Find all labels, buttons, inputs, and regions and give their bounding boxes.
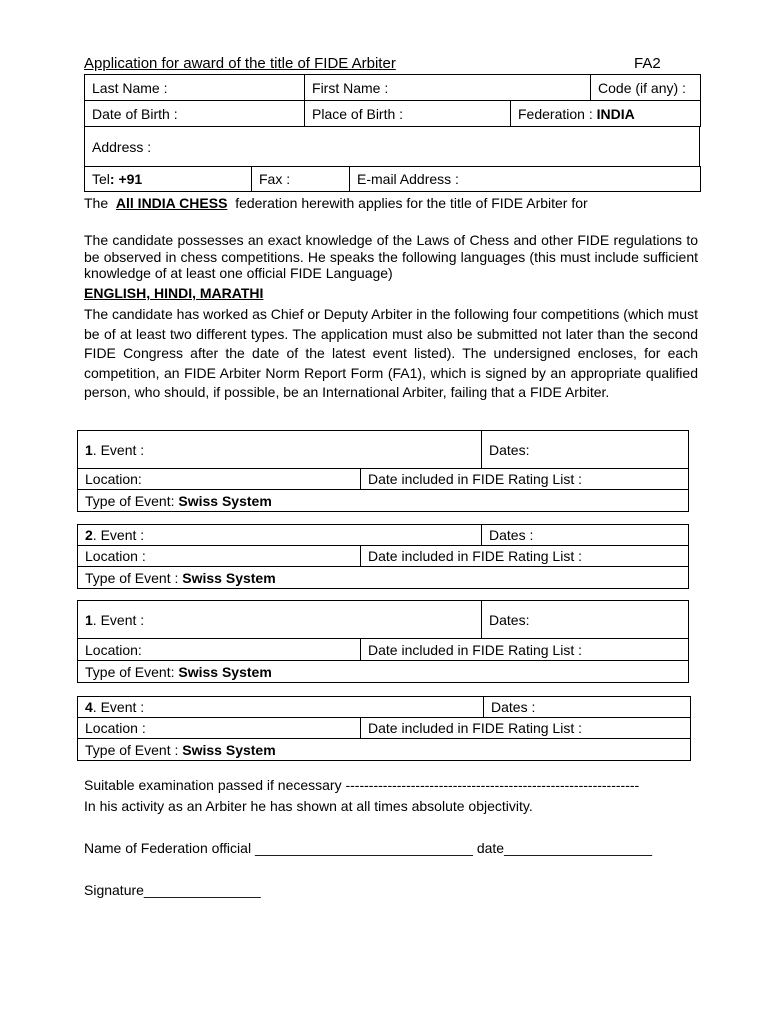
event-location-field[interactable]: Location : [78,546,361,567]
intro-suffix: federation herewith applies for the title of FIDE Arbiter for [235,195,588,211]
event-type-field[interactable] [78,739,691,761]
personal-details-table-2 [84,100,701,127]
form-code: FA2 [634,55,661,72]
event-type-label: Type of Event : [85,741,179,758]
event-number: 2 [85,527,93,543]
event-table [77,524,689,589]
event-table [77,696,691,761]
event-label: . Event : [92,527,145,543]
email-field[interactable]: E-mail Address : [350,167,701,192]
exam-line[interactable]: Suitable examination passed if necessary --------------------------------------------------------------- [84,777,640,793]
knowledge-paragraph: The candidate possesses an exact knowledge of the Laws of Chess and other FIDE regulations to be observed in chess competitions. He speaks the following languages (this must include sufficient knowledge of at least one official FIDE Language) [84,232,698,281]
event-number: 1 [85,611,93,628]
tel-label: Tel [92,171,110,187]
contact-table [84,166,701,192]
event-type-value: Swiss System [182,569,276,586]
federation-value: INDIA [596,105,635,122]
event-type-field[interactable] [78,490,689,512]
event-type-field[interactable] [78,661,689,683]
event-label: . Event : [92,611,145,628]
event-rating-date-field[interactable]: Date included in FIDE Rating List : [361,639,689,661]
first-name-field[interactable]: First Name : [305,75,591,101]
federation-name: All INDIA CHESS [115,195,228,211]
event-number: 4 [85,699,93,715]
event-location-field[interactable]: Location: [78,469,361,490]
event-rating-date-field[interactable]: Date included in FIDE Rating List : [361,546,689,567]
event-dates-field[interactable]: Dates: [482,601,689,639]
form-title: Application for award of the title of FIDE Arbiter [84,55,396,72]
last-name-field[interactable]: Last Name : [85,75,305,101]
event-type-label: Type of Event : [85,569,179,586]
event-name-field[interactable] [78,601,482,639]
languages: ENGLISH, HINDI, MARATHI [84,285,264,301]
event-location-field[interactable]: Location : [78,718,361,739]
event-label: . Event : [92,441,145,458]
event-name-field[interactable] [78,525,482,546]
event-dates-field[interactable]: Dates : [484,697,691,718]
personal-details-table [84,74,701,101]
event-type-value: Swiss System [182,741,276,758]
objectivity-line: In his activity as an Arbiter he has shown at all times absolute objectivity. [84,798,533,814]
intro-line [84,195,588,211]
official-name-line[interactable]: Name of Federation official ____________________________ date___________________ [84,840,653,856]
event-name-field[interactable] [78,431,482,469]
dob-field[interactable]: Date of Birth : [85,101,305,127]
address-table [84,126,700,167]
event-rating-date-field[interactable]: Date included in FIDE Rating List : [361,469,689,490]
federation-label: Federation : [518,105,593,122]
tel-field[interactable] [85,167,252,192]
address-field[interactable]: Address : [85,127,700,167]
intro-prefix: The [84,195,109,211]
pob-field[interactable]: Place of Birth : [305,101,511,127]
event-type-label: Type of Event: [85,492,175,509]
event-type-value: Swiss System [178,663,272,680]
event-location-field[interactable]: Location: [78,639,361,661]
event-dates-field[interactable]: Dates : [482,525,689,546]
event-number: 1 [85,441,93,458]
event-type-label: Type of Event: [85,663,175,680]
event-type-value: Swiss System [178,492,272,509]
tel-value: : +91 [109,171,143,187]
event-table [77,600,689,683]
fax-field[interactable]: Fax : [252,167,350,192]
event-table [77,430,689,512]
competitions-paragraph: The candidate has worked as Chief or Deputy Arbiter in the following four competitions (which must be of at least two different types. The application must also be submitted not later than the second FIDE Congress after the date of the latest event listed). The undersigned encloses, for each competition, an FIDE Arbiter Norm Report Form (FA1), which is signed by an appropriate qualified person, who should, if possible, be an International Arbiter, failing that a FIDE Arbiter. [84,306,698,400]
code-field[interactable]: Code (if any) : [591,75,701,101]
event-dates-field[interactable]: Dates: [482,431,689,469]
federation-field[interactable] [511,101,701,127]
event-rating-date-field[interactable]: Date included in FIDE Rating List : [361,718,691,739]
event-label: . Event : [92,699,145,715]
signature-line[interactable]: Signature_______________ [84,882,261,898]
event-name-field[interactable] [78,697,484,718]
event-type-field[interactable] [78,567,689,589]
